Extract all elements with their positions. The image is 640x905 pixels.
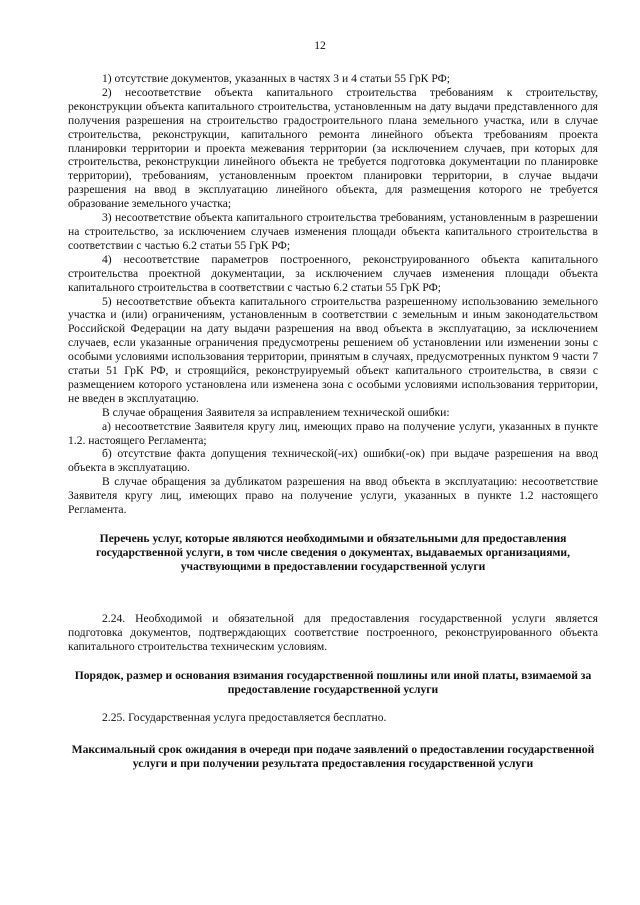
paragraph-item-2: 2) несоответствие объекта капитального строительства требованиям к строительству, реконструкции объекта капитального строительства, установленным на дату выдачи представленного для получения разрешения на строительство градостроительного плана земельного участка, или в случае строительства, реконструкции, капитального ремонта линейного объекта требованиям проекта планировки территории и проекта межевания территории (за исключением случаев, при которых для строительства, реконструкции линейного объекта не требуется подготовка документации по планировке территории), требованиям, установленным проектом планировки территории, в случае выдачи разрешения на ввод в эксплуатацию линейного объекта, для размещения которого не требуется образование земельного участка;: [68, 85, 598, 211]
paragraph-2-25: 2.25. Государственная услуга предоставляется бесплатно.: [102, 710, 387, 724]
section-heading-services: Перечень услуг, которые являются необходимыми и обязательными для предоставления государственной услуги, в том числе сведения о документах, выдаваемых организациями, участвующими в предоставлении государственной услуги: [95, 532, 570, 573]
document-body: [68, 72, 598, 771]
paragraph-item-3: 3) несоответствие объекта капитального строительства требованиям, установленным в разрешении на строительство, за исключением случаев изменения площади объекта капитального строительства в соответствии с частью 6.2 статьи 55 ГрК РФ;: [68, 211, 598, 252]
paragraph-technical-error: В случае обращения Заявителя за исправлением технической ошибки:: [102, 405, 450, 419]
paragraph-2-24: 2.24. Необходимой и обязательной для предоставления государственной услуги является подготовка документов, подтверждающих соответствие построенного, реконструированного объекта капитального строительства техническим условиям.: [68, 612, 598, 653]
paragraph-item-1: 1) отсутствие документов, указанных в частях 3 и 4 статьи 55 ГрК РФ;: [102, 72, 450, 85]
page-number: 12: [314, 39, 326, 52]
paragraph-duplicate: В случае обращения за дубликатом разрешения на ввод объекта в эксплуатацию: несоответствие Заявителя кругу лиц, имеющих право на получение услуги, указанных в пункте 1.2 настоящего Регламента.: [68, 475, 598, 517]
paragraph-item-a: а) несоответствие Заявителя кругу лиц, имеющих право на получение услуги, указанных в пункте 1.2. настоящего Регламента;: [68, 419, 598, 447]
section-heading-queue: Максимальный срок ожидания в очереди при подаче заявлений о предоставлении государственной услуги и при получении результата предоставления государственной услуги: [71, 742, 595, 770]
paragraph-item-5: 5) несоответствие объекта капитального строительства разрешенному использованию земельного участка и (или) ограничениям, установленным в соответствии с земельным и иным законодательством Российской Федерации на дату выдачи разрешения на ввод объекта в эксплуатацию, за исключением случаев, если указанные ограничения предусмотрены решением об установлении или изменении зоны с особыми условиями использования территории, принятым в случаях, предусмотренных пунктом 9 части 7 статьи 51 ГрК РФ, и строящийся, реконструируемый объект капитального строительства, в связи с размещением которого установлена или изменена зона с особыми условиями использования территории, не введен в эксплуатацию.: [68, 294, 598, 405]
section-heading-fee: Порядок, размер и основания взимания государственной пошлины или иной платы, взимаемой за предоставление государственной услуги: [74, 668, 592, 696]
paragraph-item-4: 4) несоответствие параметров построенного, реконструированного объекта капитального строительства проектной документации, за исключением случаев изменения площади объекта капитального строительства в соответствии с частью 6.2 статьи 55 ГрК РФ;: [68, 252, 598, 294]
paragraph-item-b: б) отсутствие факта допущения технической(-их) ошибки(-ок) при выдаче разрешения на ввод объекта в эксплуатацию.: [68, 447, 598, 475]
